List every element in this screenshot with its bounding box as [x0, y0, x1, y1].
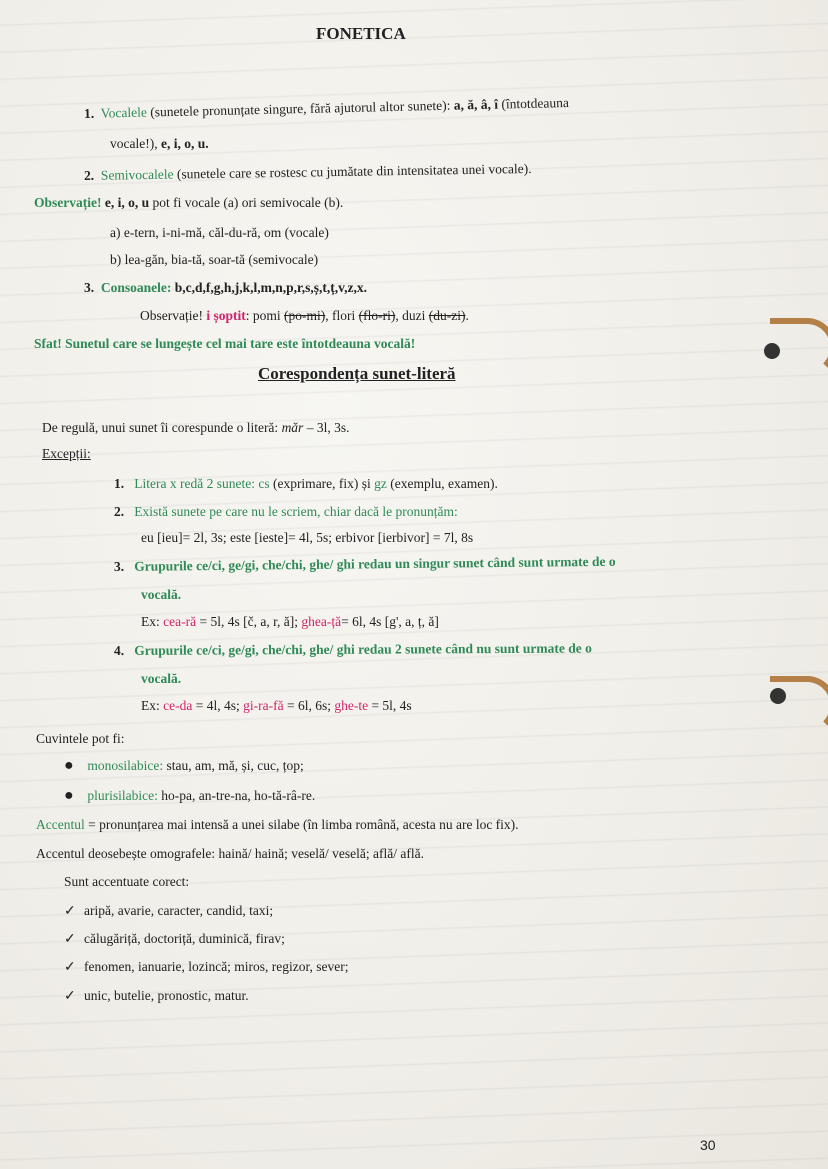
example-semivocale: b) lea-găn, bia-tă, soar-tă (semivocale): [110, 252, 319, 267]
checkmark-icon: ✓: [64, 932, 76, 947]
bullet-icon: ●: [64, 787, 74, 804]
check-item: ✓ fenomen, ianuarie, lozincă; miros, regizor, sever;: [64, 959, 349, 975]
list-item-plurisilabice: ● plurisilabice: ho-pa, an-tre-na, ho-tă-râ-re.: [64, 787, 316, 804]
page-title: FONETICA: [316, 24, 406, 43]
check-item: ✓ aripă, avarie, caracter, candid, taxi;: [64, 903, 274, 919]
cuvintele-intro: Cuvintele pot fi:: [36, 731, 125, 746]
accent-definition: Accentul = pronunțarea mai intensă a unei silabe (în limba română, acesta nu are loc fix).: [36, 817, 519, 832]
list-item-semivocale: 2. Semivocalele (sunetele care se rostesc cu jumătate din intensitatea unei vocale).: [83, 160, 532, 183]
exception-4: 4. Grupurile ce/ci, ge/gi, che/chi, ghe/ ghi redau 2 sunete când nu sunt urmate de o: [113, 640, 592, 658]
rule-text: De regulă, unui sunet îi corespunde o literă: măr – 3l, 3s.: [42, 420, 350, 435]
checkmark-icon: ✓: [64, 960, 76, 975]
exception-3-line2: vocală.: [141, 587, 182, 602]
vocalele-label: Vocalele: [100, 104, 148, 121]
exception-2: 2. Există sunete pe care nu le scriem, chiar dacă le pronunțăm:: [114, 504, 458, 519]
check-item: ✓ călugăriță, doctoriță, duminică, firav;: [64, 931, 285, 947]
list-item-monosilabice: ● monosilabice: stau, am, mă, și, cuc, țop;: [64, 757, 304, 774]
list-item-vocale-line2: vocale!), e, i, o, u.: [110, 136, 209, 151]
sfat-tip: Sfat! Sunetul care se lungește cel mai tare este întotdeauna vocală!: [34, 336, 416, 351]
observatie-i-soptit: Observație! i șoptit: pomi (po-mi), flori (flo-ri), duzi (du-zi).: [140, 308, 469, 323]
checkmark-icon: ✓: [64, 989, 76, 1004]
check-item: ✓ unic, butelie, pronostic, matur.: [64, 988, 249, 1004]
list-item-vocale: 1. Vocalele (sunetele pronunțate singure, fără ajutorul altor sunete): a, ă, â, î (întotdeauna: [83, 94, 570, 121]
page-number: 30: [700, 1137, 716, 1153]
exception-4-example: Ex: ce-da = 4l, 4s; gi-ra-fă = 6l, 6s; ghe-te = 5l, 4s: [141, 698, 412, 713]
exception-1: 1. Litera x redă 2 sunete: cs (exprimare, fix) și gz (exemplu, examen).: [114, 476, 498, 491]
exception-2-examples: eu [ieu]= 2l, 3s; este [ieste]= 4l, 5s; erbivor [ierbivor] = 7l, 8s: [141, 530, 474, 545]
exceptions-label: Excepții:: [42, 446, 91, 461]
exception-4-line2: vocală.: [141, 671, 182, 686]
section-heading-corespondenta: Corespondența sunet-literă: [258, 364, 456, 383]
list-item-consoane: 3. Consoanele: b,c,d,f,g,h,j,k,l,m,n,p,r,s,ș,t,ț,v,z,x.: [84, 280, 368, 295]
accent-intro: Sunt accentuate corect:: [64, 874, 190, 889]
observatie-note: Observație! e, i, o, u pot fi vocale (a) ori semivocale (b).: [34, 195, 344, 210]
example-vocale: a) e-tern, i-ni-mă, căl-du-ră, om (vocale): [110, 225, 329, 240]
bullet-icon: ●: [64, 757, 74, 774]
checkmark-icon: ✓: [64, 904, 76, 919]
accent-omografe: Accentul deosebește omografele: haină/ haină; veselă/ veselă; află/ află.: [36, 846, 424, 861]
exception-3: 3. Grupurile ce/ci, ge/gi, che/chi, ghe/ ghi redau un singur sunet când sunt urmate de o: [113, 553, 616, 574]
exception-3-example: Ex: cea-ră = 5l, 4s [č, a, r, ă]; ghea-ță= 6l, 4s [g', a, ț, ă]: [141, 614, 439, 629]
